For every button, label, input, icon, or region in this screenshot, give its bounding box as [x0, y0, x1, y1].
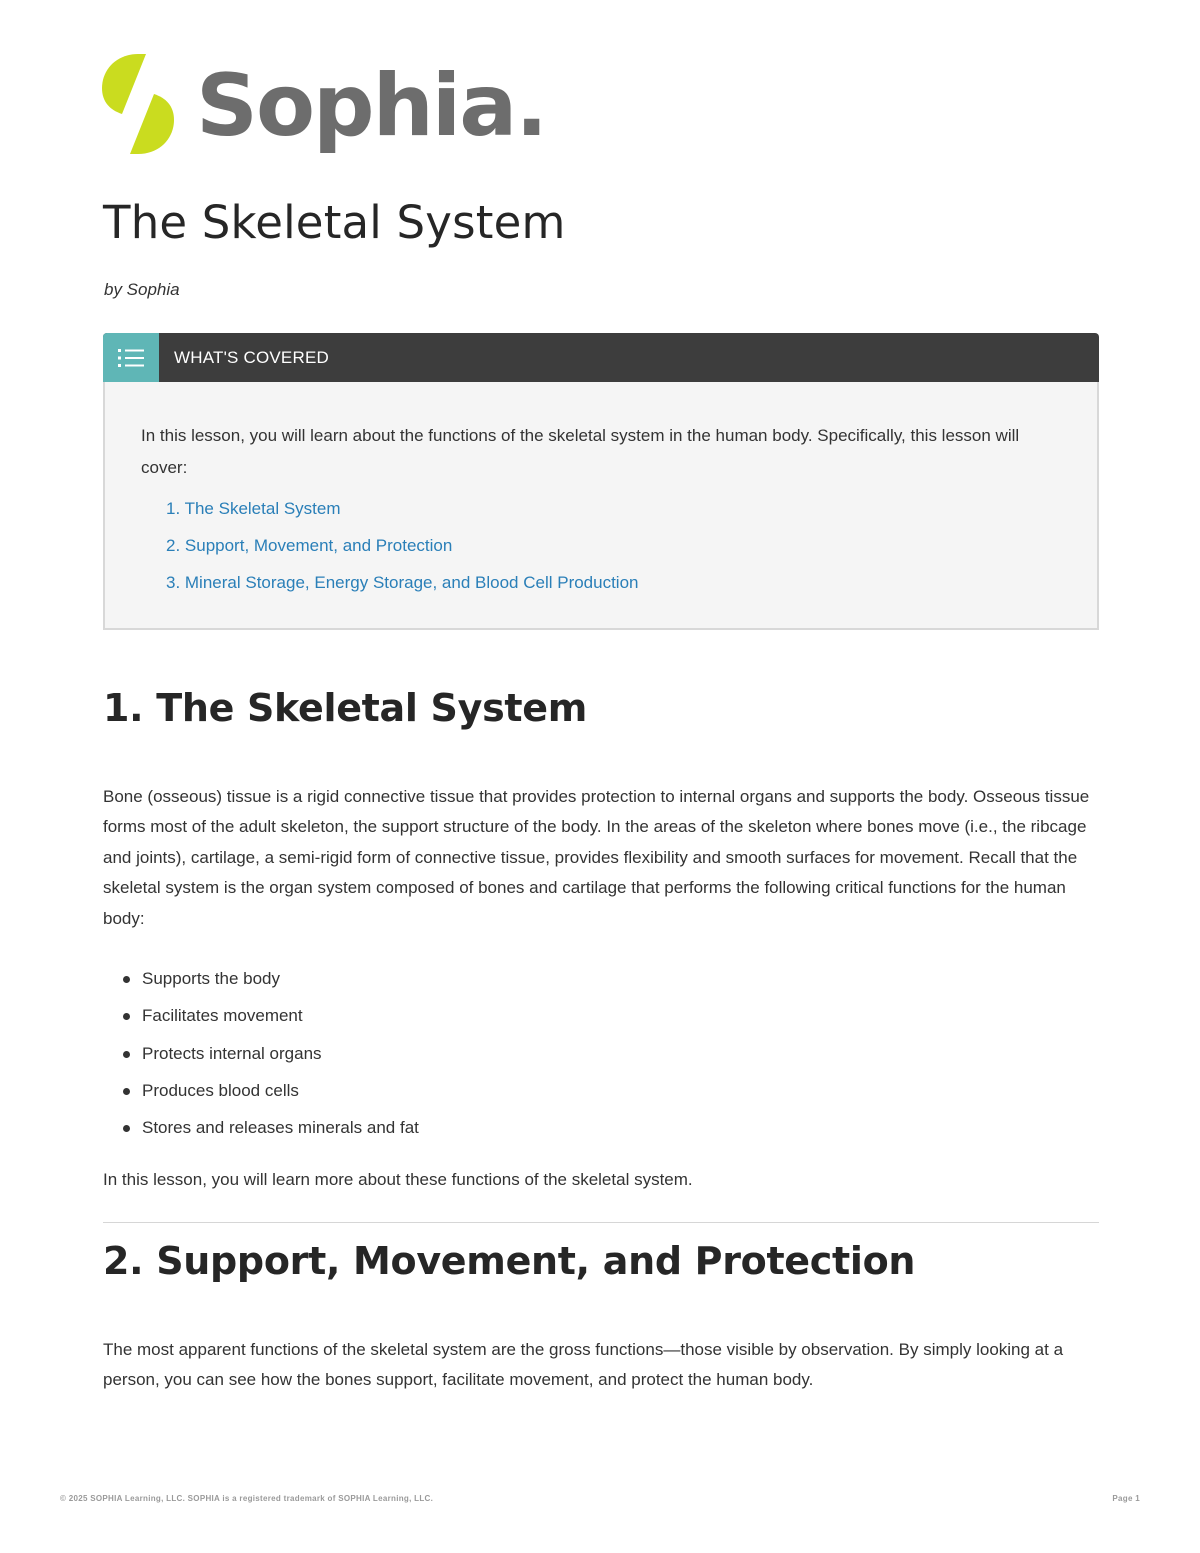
sophia-logo — [100, 52, 546, 156]
covered-topic-link[interactable]: 2. Support, Movement, and Protection — [166, 536, 453, 555]
section-divider — [103, 1222, 1099, 1223]
list-icon — [103, 333, 159, 382]
page-title: The Skeletal System — [103, 196, 566, 249]
whats-covered-intro: In this lesson, you will learn about the functions of the skeletal system in the human body. Specifically, this lesson will cover: — [141, 426, 1020, 477]
section-1-paragraph: Bone (osseous) tissue is a rigid connective tissue that provides protection to internal organs and supports the body. Osseous tissue forms most of the adult skeleton, the support structure of the body. In the areas of the skeleton where bones move (i.e., the ribcage and joints), cartilage, a semi-rigid form of connective tissue, provides flexibility and smooth surfaces for movement. Recall that the skeletal system is the organ system composed of bones and cartilage that performs the following critical functions for the human body: — [103, 787, 1090, 928]
sophia-wordmark: Sophia. — [196, 56, 546, 156]
list-item: Stores and releases minerals and fat — [103, 1109, 419, 1146]
functions-list — [103, 960, 419, 1146]
footer-copyright: © 2025 SOPHIA Learning, LLC. SOPHIA is a registered trademark of SOPHIA Learning, LLC. — [60, 1494, 434, 1503]
list-item: Facilitates movement — [103, 997, 419, 1034]
section-2-heading: 2. Support, Movement, and Protection — [103, 1239, 916, 1283]
footer-page-number: Page 1 — [1112, 1494, 1140, 1503]
list-item: Produces blood cells — [103, 1072, 419, 1109]
section-2-paragraph: The most apparent functions of the skeletal system are the gross functions—those visible by observation. By simply looking at a person, you can see how the bones support, facilitate movement, and protect the human body. — [103, 1340, 1064, 1390]
covered-topic-link[interactable]: 3. Mineral Storage, Energy Storage, and Blood Cell Production — [166, 573, 639, 592]
section-1-closing: In this lesson, you will learn more about these functions of the skeletal system. — [103, 1170, 693, 1189]
byline: by Sophia — [104, 280, 180, 299]
whats-covered-body — [103, 382, 1099, 630]
covered-topic-list — [166, 490, 1061, 601]
whats-covered-label: WHAT'S COVERED — [174, 347, 329, 367]
list-item: Supports the body — [103, 960, 419, 997]
sophia-leaf-icon — [100, 52, 176, 156]
whats-covered-header — [103, 333, 1099, 382]
covered-topic-link[interactable]: 1. The Skeletal System — [166, 499, 341, 518]
section-1-heading: 1. The Skeletal System — [103, 686, 588, 730]
whats-covered-box — [103, 333, 1099, 630]
list-item: Protects internal organs — [103, 1035, 419, 1072]
